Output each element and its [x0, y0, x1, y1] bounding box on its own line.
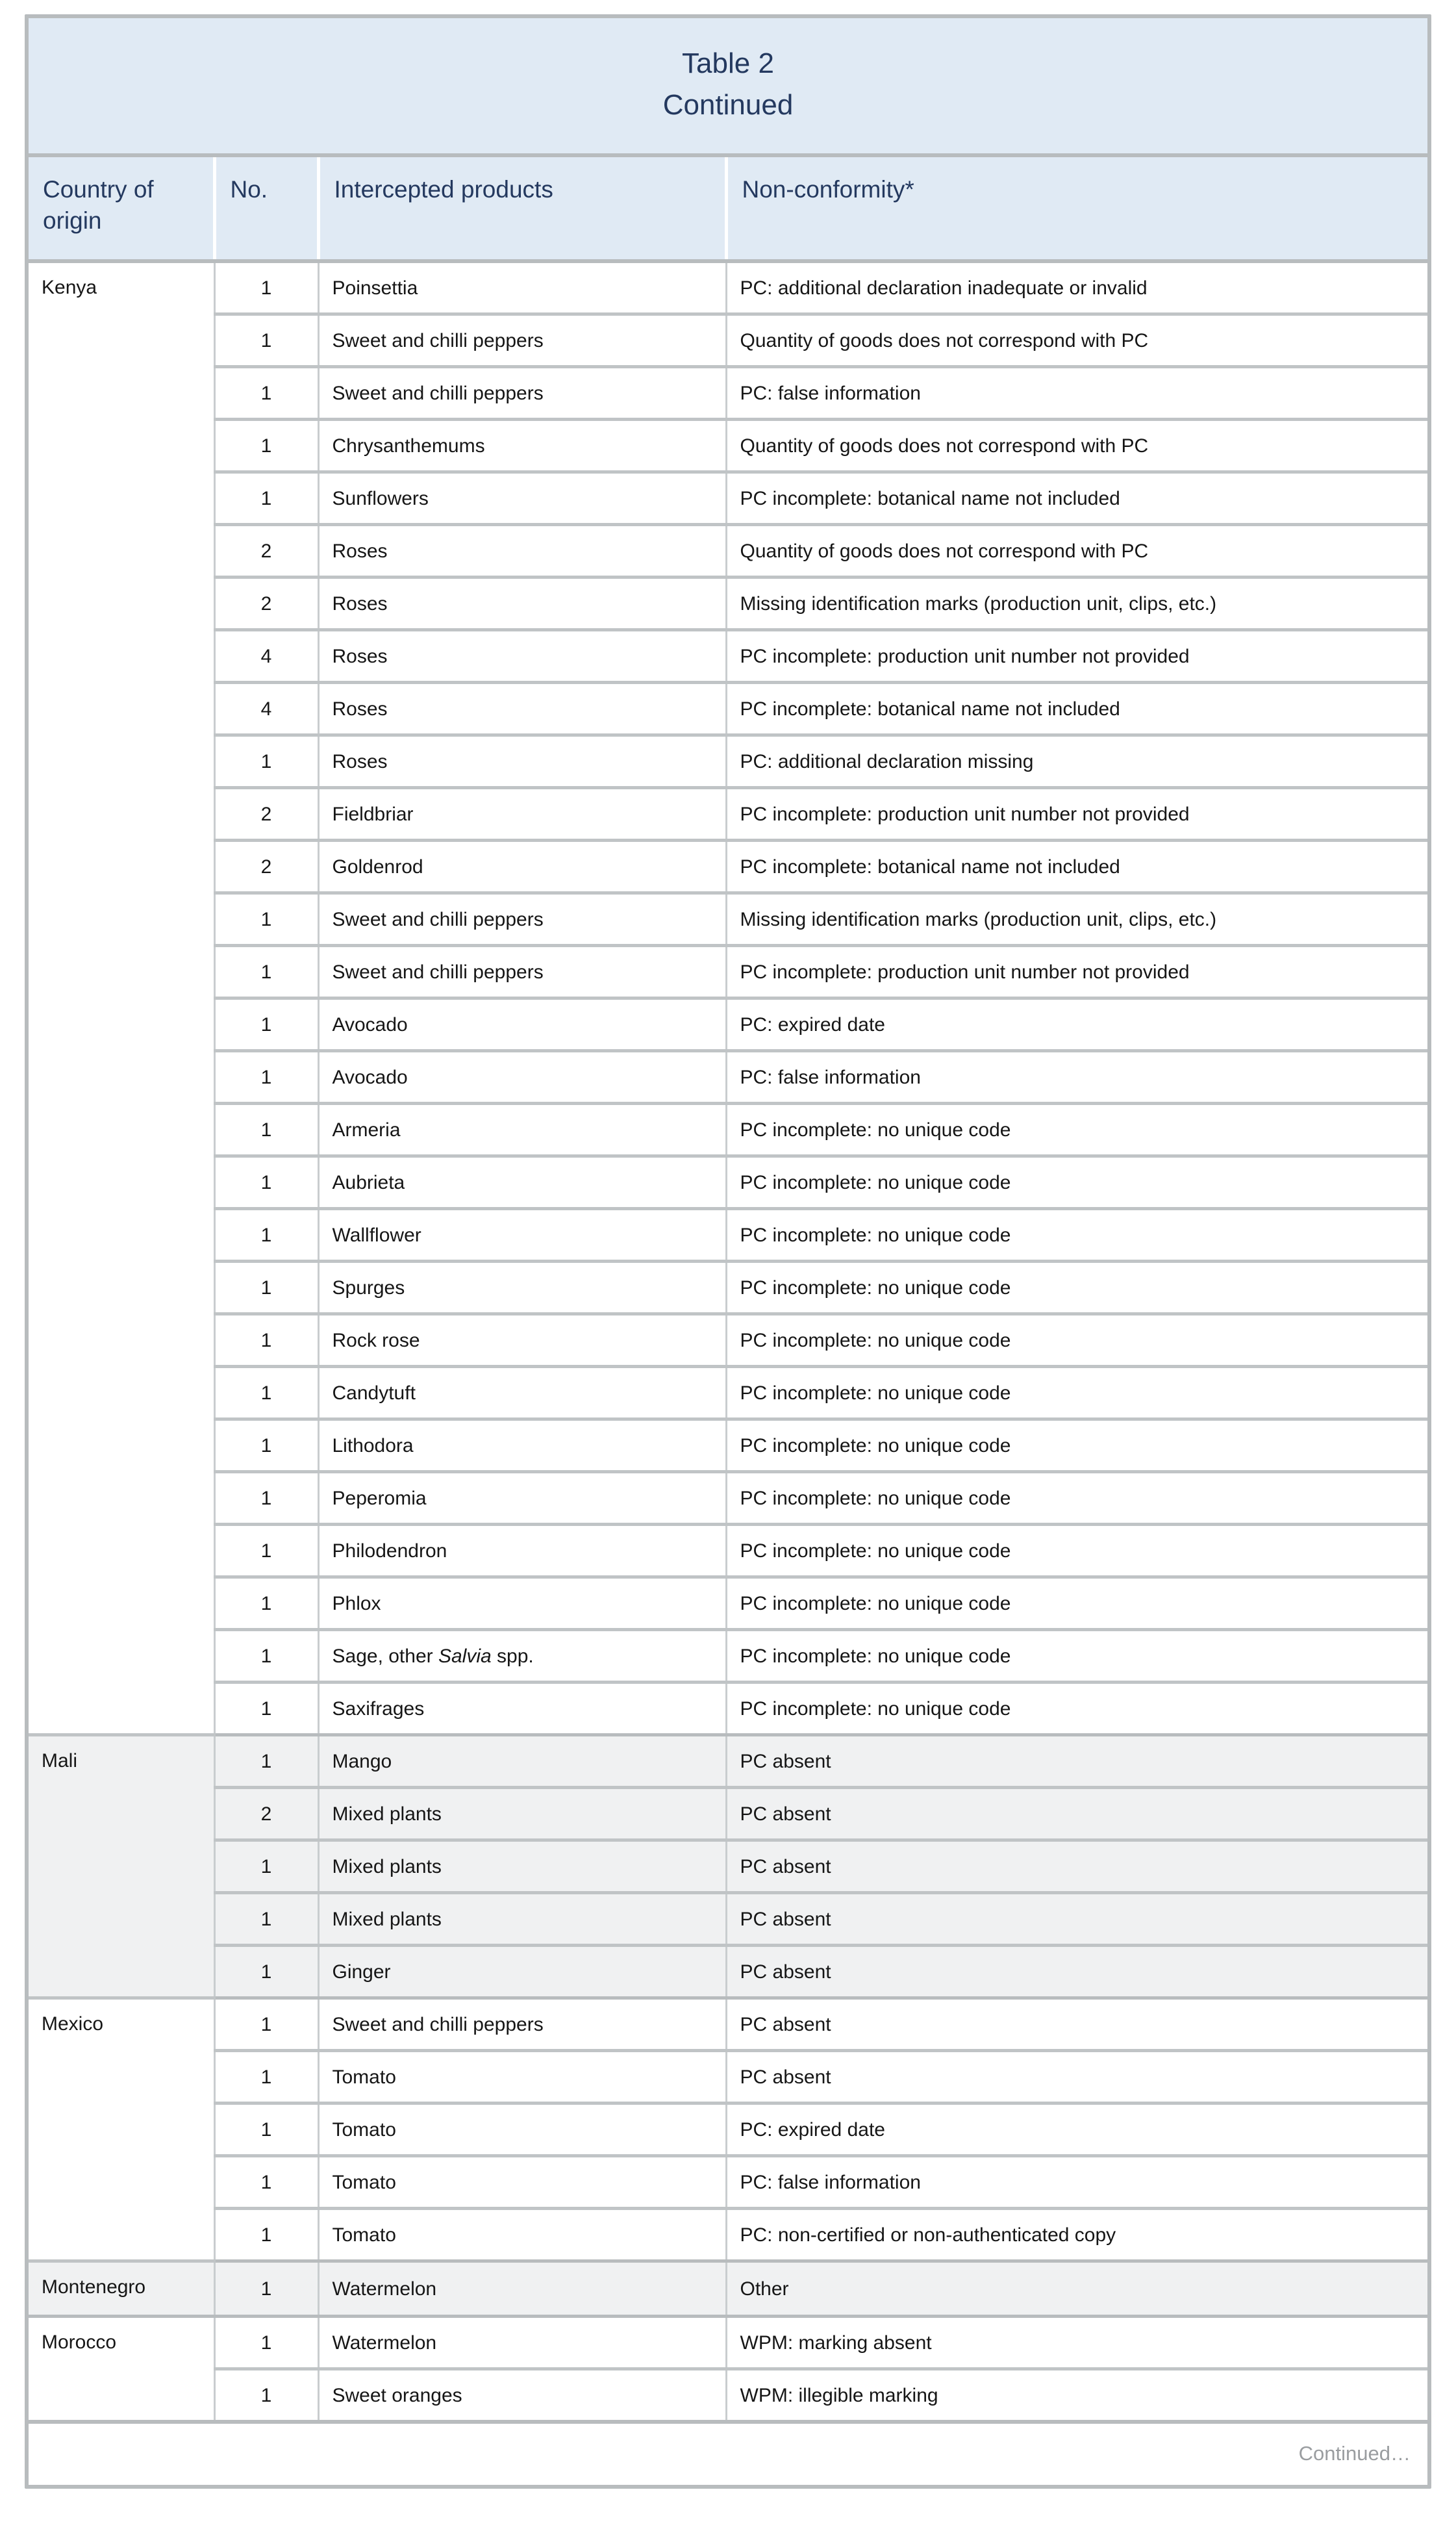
cell-intercepted-product: Tomato	[318, 2156, 726, 2209]
cell-no: 2	[214, 1788, 318, 1840]
cell-intercepted-product: Sunflowers	[318, 472, 726, 525]
table-row	[29, 2104, 1427, 2156]
column-header-non-conformity: Non-conformity*	[726, 157, 1427, 262]
cell-no: 1	[214, 1156, 318, 1209]
table-row	[29, 1946, 1427, 1998]
table-caption-title: Table 2	[682, 47, 774, 79]
cell-no: 1	[214, 1946, 318, 1998]
table-row	[29, 788, 1427, 841]
cell-intercepted-product: Mixed plants	[318, 1840, 726, 1893]
cell-no: 1	[214, 1840, 318, 1893]
table-row	[29, 1472, 1427, 1525]
cell-non-conformity: PC absent	[726, 1998, 1427, 2051]
cell-non-conformity: PC: expired date	[726, 2104, 1427, 2156]
cell-non-conformity: PC incomplete: production unit number not provided	[726, 630, 1427, 683]
table-row	[29, 2261, 1427, 2317]
cell-intercepted-product: Tomato	[318, 2104, 726, 2156]
table-row	[29, 946, 1427, 998]
cell-non-conformity: PC incomplete: no unique code	[726, 1419, 1427, 1472]
cell-non-conformity: Other	[726, 2261, 1427, 2317]
cell-intercepted-product: Avocado	[318, 998, 726, 1051]
cell-no: 2	[214, 788, 318, 841]
cell-intercepted-product: Sage, other Salvia spp.	[318, 1630, 726, 1683]
table-foot	[29, 2422, 1427, 2485]
cell-intercepted-product: Philodendron	[318, 1525, 726, 1577]
cell-no: 1	[214, 314, 318, 367]
table-row	[29, 1788, 1427, 1840]
cell-non-conformity: PC absent	[726, 1840, 1427, 1893]
cell-non-conformity: PC incomplete: no unique code	[726, 1314, 1427, 1367]
cell-no: 1	[214, 998, 318, 1051]
cell-non-conformity: PC incomplete: botanical name not included	[726, 472, 1427, 525]
cell-intercepted-product: Wallflower	[318, 1209, 726, 1262]
cell-no: 1	[214, 1051, 318, 1104]
cell-non-conformity: PC incomplete: no unique code	[726, 1683, 1427, 1735]
cell-non-conformity: Missing identification marks (production unit, clips, etc.)	[726, 578, 1427, 630]
cell-intercepted-product: Tomato	[318, 2209, 726, 2261]
table-row	[29, 472, 1427, 525]
cell-no: 1	[214, 1262, 318, 1314]
interceptions-table	[29, 157, 1427, 2485]
cell-no: 1	[214, 2051, 318, 2104]
cell-no: 1	[214, 261, 318, 314]
table-row	[29, 1630, 1427, 1683]
cell-non-conformity: PC incomplete: production unit number not provided	[726, 946, 1427, 998]
cell-country-of-origin: Mexico	[29, 1998, 214, 2261]
table-row	[29, 2369, 1427, 2422]
cell-non-conformity: PC incomplete: no unique code	[726, 1525, 1427, 1577]
header-row	[29, 157, 1427, 262]
table-row	[29, 1525, 1427, 1577]
table-row	[29, 2317, 1427, 2369]
cell-intercepted-product: Phlox	[318, 1577, 726, 1630]
table-row	[29, 893, 1427, 946]
cell-no: 1	[214, 946, 318, 998]
cell-no: 1	[214, 2261, 318, 2317]
table-row	[29, 1156, 1427, 1209]
cell-no: 1	[214, 2104, 318, 2156]
cell-intercepted-product: Rock rose	[318, 1314, 726, 1367]
cell-non-conformity: PC incomplete: no unique code	[726, 1577, 1427, 1630]
cell-no: 1	[214, 2369, 318, 2422]
cell-no: 1	[214, 420, 318, 472]
cell-no: 4	[214, 683, 318, 735]
footer-row	[29, 2422, 1427, 2485]
cell-non-conformity: PC absent	[726, 1788, 1427, 1840]
cell-no: 1	[214, 1472, 318, 1525]
table-row	[29, 735, 1427, 788]
cell-intercepted-product: Candytuft	[318, 1367, 726, 1419]
cell-country-of-origin: Montenegro	[29, 2261, 214, 2317]
cell-country-of-origin: Mali	[29, 1735, 214, 1998]
table-head	[29, 157, 1427, 262]
table-row	[29, 367, 1427, 420]
cell-non-conformity: PC incomplete: no unique code	[726, 1156, 1427, 1209]
cell-no: 1	[214, 1104, 318, 1156]
cell-intercepted-product: Roses	[318, 735, 726, 788]
cell-no: 1	[214, 1419, 318, 1472]
cell-non-conformity: PC: expired date	[726, 998, 1427, 1051]
cell-non-conformity: PC: false information	[726, 2156, 1427, 2209]
cell-non-conformity: PC absent	[726, 2051, 1427, 2104]
table-2-continued	[25, 14, 1431, 2489]
cell-non-conformity: PC incomplete: botanical name not included	[726, 841, 1427, 893]
cell-no: 2	[214, 841, 318, 893]
cell-no: 1	[214, 1577, 318, 1630]
cell-no: 1	[214, 1367, 318, 1419]
cell-intercepted-product: Fieldbriar	[318, 788, 726, 841]
cell-non-conformity: PC: non-certified or non-authenticated copy	[726, 2209, 1427, 2261]
column-header-intercepted-products: Intercepted products	[318, 157, 726, 262]
cell-no: 1	[214, 1209, 318, 1262]
table-caption	[29, 18, 1427, 157]
cell-no: 1	[214, 2209, 318, 2261]
cell-no: 2	[214, 578, 318, 630]
cell-intercepted-product: Sweet and chilli peppers	[318, 946, 726, 998]
cell-non-conformity: PC incomplete: no unique code	[726, 1209, 1427, 1262]
cell-non-conformity: PC incomplete: no unique code	[726, 1262, 1427, 1314]
cell-non-conformity: PC: additional declaration inadequate or invalid	[726, 261, 1427, 314]
cell-intercepted-product: Roses	[318, 578, 726, 630]
table-row	[29, 261, 1427, 314]
table-row	[29, 1735, 1427, 1788]
table-row	[29, 1314, 1427, 1367]
cell-intercepted-product: Mango	[318, 1735, 726, 1788]
cell-intercepted-product: Mixed plants	[318, 1788, 726, 1840]
cell-intercepted-product: Lithodora	[318, 1419, 726, 1472]
cell-non-conformity: PC incomplete: no unique code	[726, 1104, 1427, 1156]
table-row	[29, 420, 1427, 472]
table-row	[29, 998, 1427, 1051]
cell-no: 1	[214, 1893, 318, 1946]
table-row	[29, 841, 1427, 893]
table-caption-subtitle: Continued	[662, 88, 794, 121]
table-row	[29, 1209, 1427, 1262]
table-row	[29, 1051, 1427, 1104]
cell-intercepted-product: Spurges	[318, 1262, 726, 1314]
cell-intercepted-product: Goldenrod	[318, 841, 726, 893]
cell-intercepted-product: Saxifrages	[318, 1683, 726, 1735]
column-header-country-of-origin: Country of origin	[29, 157, 214, 262]
cell-no: 2	[214, 525, 318, 578]
cell-intercepted-product: Poinsettia	[318, 261, 726, 314]
table-row	[29, 1998, 1427, 2051]
cell-intercepted-product: Ginger	[318, 1946, 726, 1998]
cell-intercepted-product: Roses	[318, 525, 726, 578]
cell-country-of-origin: Kenya	[29, 261, 214, 1735]
cell-intercepted-product: Roses	[318, 683, 726, 735]
cell-intercepted-product: Sweet and chilli peppers	[318, 314, 726, 367]
cell-non-conformity: Quantity of goods does not correspond with PC	[726, 420, 1427, 472]
cell-intercepted-product: Mixed plants	[318, 1893, 726, 1946]
table-row	[29, 578, 1427, 630]
cell-no: 4	[214, 630, 318, 683]
cell-no: 1	[214, 1998, 318, 2051]
cell-intercepted-product: Tomato	[318, 2051, 726, 2104]
cell-country-of-origin: Morocco	[29, 2317, 214, 2422]
table-row	[29, 1419, 1427, 1472]
cell-non-conformity: PC: false information	[726, 1051, 1427, 1104]
cell-no: 1	[214, 1735, 318, 1788]
table-row	[29, 1840, 1427, 1893]
cell-no: 1	[214, 472, 318, 525]
cell-non-conformity: PC incomplete: production unit number not provided	[726, 788, 1427, 841]
column-header-no: No.	[214, 157, 318, 262]
cell-no: 1	[214, 1314, 318, 1367]
cell-no: 1	[214, 1630, 318, 1683]
table-row	[29, 2156, 1427, 2209]
cell-intercepted-product: Watermelon	[318, 2261, 726, 2317]
table-row	[29, 2051, 1427, 2104]
cell-non-conformity: PC absent	[726, 1946, 1427, 1998]
cell-intercepted-product: Chrysanthemums	[318, 420, 726, 472]
cell-intercepted-product: Sweet and chilli peppers	[318, 367, 726, 420]
table-row	[29, 1104, 1427, 1156]
table-row	[29, 1367, 1427, 1419]
table-row	[29, 314, 1427, 367]
cell-intercepted-product: Sweet oranges	[318, 2369, 726, 2422]
scientific-name: Salvia	[438, 1645, 492, 1667]
cell-intercepted-product: Peperomia	[318, 1472, 726, 1525]
cell-no: 1	[214, 2317, 318, 2369]
table-row	[29, 1262, 1427, 1314]
table-body	[29, 261, 1427, 2422]
cell-non-conformity: PC: additional declaration missing	[726, 735, 1427, 788]
cell-intercepted-product: Roses	[318, 630, 726, 683]
table-row	[29, 683, 1427, 735]
cell-non-conformity: Quantity of goods does not correspond with PC	[726, 314, 1427, 367]
cell-non-conformity: PC incomplete: botanical name not included	[726, 683, 1427, 735]
table-row	[29, 630, 1427, 683]
continued-note: Continued…	[29, 2422, 1427, 2485]
table-row	[29, 525, 1427, 578]
cell-intercepted-product: Sweet and chilli peppers	[318, 893, 726, 946]
cell-non-conformity: PC absent	[726, 1893, 1427, 1946]
cell-non-conformity: Quantity of goods does not correspond with PC	[726, 525, 1427, 578]
cell-intercepted-product: Aubrieta	[318, 1156, 726, 1209]
table-row	[29, 1577, 1427, 1630]
cell-non-conformity: PC: false information	[726, 367, 1427, 420]
cell-intercepted-product: Watermelon	[318, 2317, 726, 2369]
cell-non-conformity: PC incomplete: no unique code	[726, 1630, 1427, 1683]
table-row	[29, 1893, 1427, 1946]
cell-no: 1	[214, 893, 318, 946]
cell-intercepted-product: Sweet and chilli peppers	[318, 1998, 726, 2051]
cell-no: 1	[214, 367, 318, 420]
cell-non-conformity: PC absent	[726, 1735, 1427, 1788]
cell-no: 1	[214, 1525, 318, 1577]
cell-no: 1	[214, 2156, 318, 2209]
cell-non-conformity: PC incomplete: no unique code	[726, 1367, 1427, 1419]
cell-non-conformity: WPM: marking absent	[726, 2317, 1427, 2369]
cell-non-conformity: WPM: illegible marking	[726, 2369, 1427, 2422]
cell-non-conformity: Missing identification marks (production unit, clips, etc.)	[726, 893, 1427, 946]
cell-no: 1	[214, 735, 318, 788]
cell-no: 1	[214, 1683, 318, 1735]
cell-intercepted-product: Armeria	[318, 1104, 726, 1156]
table-row	[29, 2209, 1427, 2261]
table-row	[29, 1683, 1427, 1735]
cell-intercepted-product: Avocado	[318, 1051, 726, 1104]
cell-non-conformity: PC incomplete: no unique code	[726, 1472, 1427, 1525]
